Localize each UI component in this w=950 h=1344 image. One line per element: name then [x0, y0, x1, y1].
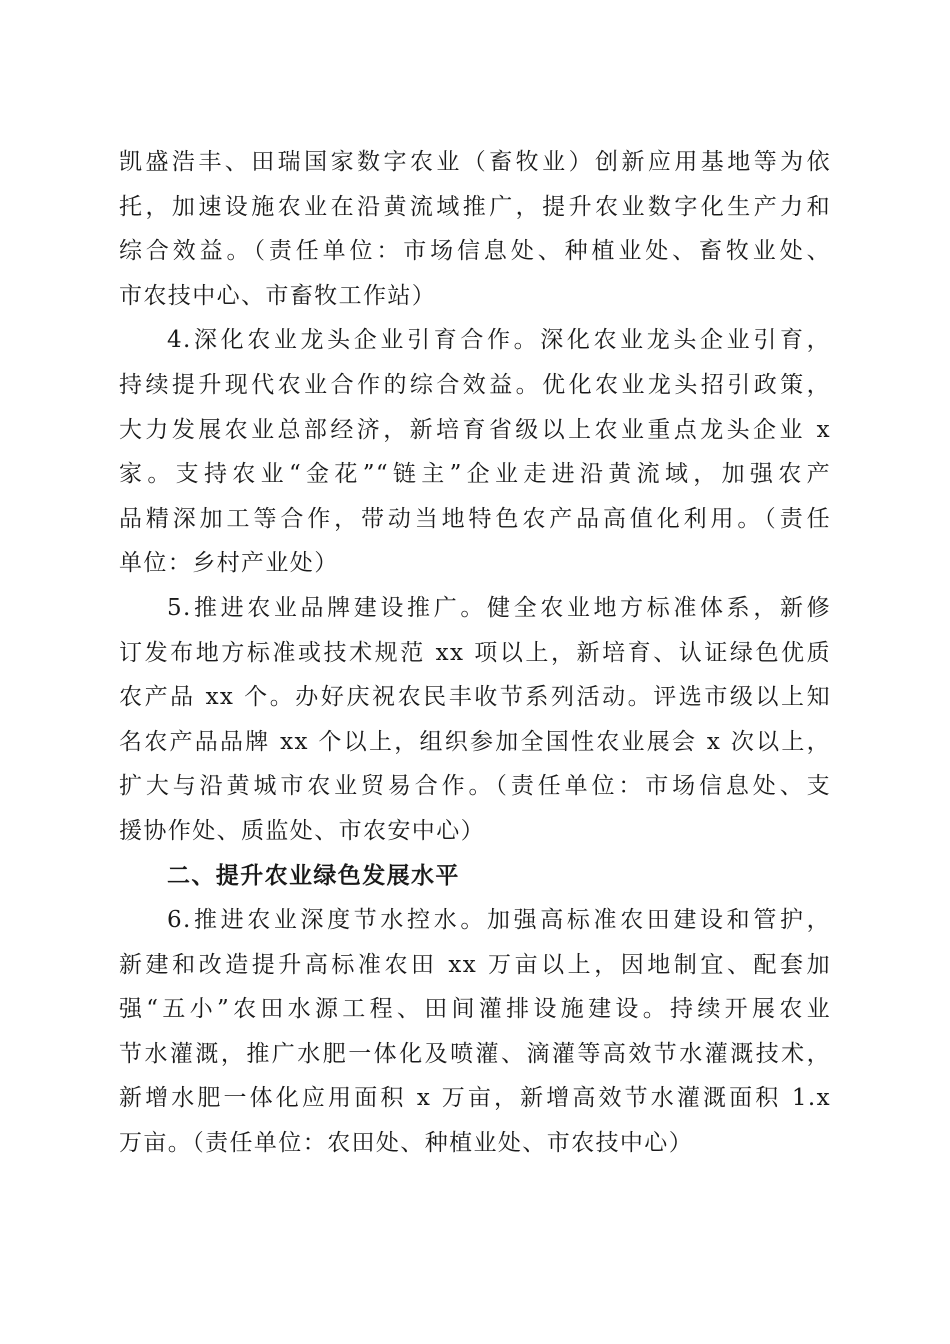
body-line: 持续提升现代农业合作的综合效益。优化农业龙头招引政策，	[119, 371, 831, 398]
item-6-title-line: 6.推进农业深度节水控水。加强高标准农田建设和管护，	[167, 907, 831, 934]
body-line: 大力发展农业总部经济，新培育省级以上农业重点龙头企业 x	[119, 416, 831, 443]
section-heading: 二、提升农业绿色发展水平	[167, 862, 460, 889]
body-line: 订发布地方标准或技术规范 xx 项以上，新培育、认证绿色优质	[119, 639, 831, 666]
item-4-title-line: 4.深化农业龙头企业引育合作。深化农业龙头企业引育，	[167, 327, 831, 354]
body-line: 农产品 xx 个。办好庆祝农民丰收节系列活动。评选市级以上知	[119, 684, 831, 711]
body-line: 扩大与沿黄城市农业贸易合作。（责任单位：市场信息处、支	[119, 773, 831, 800]
body-line: 万亩。（责任单位：农田处、种植业处、市农技中心）	[119, 1130, 694, 1157]
body-line: 品精深加工等合作，带动当地特色农产品高值化利用。（责任	[119, 505, 831, 532]
body-line: 综合效益。（责任单位：市场信息处、种植业处、畜牧业处、	[119, 238, 831, 265]
body-line: 托，加速设施农业在沿黄流域推广，提升农业数字化生产力和	[119, 193, 831, 220]
body-line: 节水灌溉，推广水肥一体化及喷灌、滴灌等高效节水灌溉技术，	[119, 1040, 831, 1067]
body-line: 援协作处、质监处、市农安中心）	[119, 817, 485, 844]
document-body	[119, 140, 831, 1166]
body-line: 市农技中心、市畜牧工作站）	[119, 282, 437, 309]
body-line: 家。支持农业“金花”“链主”企业走进沿黄流域，加强农产	[119, 461, 831, 488]
body-line: 单位：乡村产业处）	[119, 550, 339, 577]
body-line: 强“五小”农田水源工程、田间灌排设施建设。持续开展农业	[119, 996, 831, 1023]
body-line: 名农产品品牌 xx 个以上，组织参加全国性农业展会 x 次以上，	[119, 728, 831, 755]
body-line: 新增水肥一体化应用面积 x 万亩，新增高效节水灌溉面积 1.x	[119, 1085, 831, 1112]
item-5-title-line: 5.推进农业品牌建设推广。健全农业地方标准体系，新修	[167, 594, 831, 621]
body-line: 新建和改造提升高标准农田 xx 万亩以上，因地制宜、配套加	[119, 951, 831, 978]
body-line: 凯盛浩丰、田瑞国家数字农业（畜牧业）创新应用基地等为依	[119, 149, 831, 175]
